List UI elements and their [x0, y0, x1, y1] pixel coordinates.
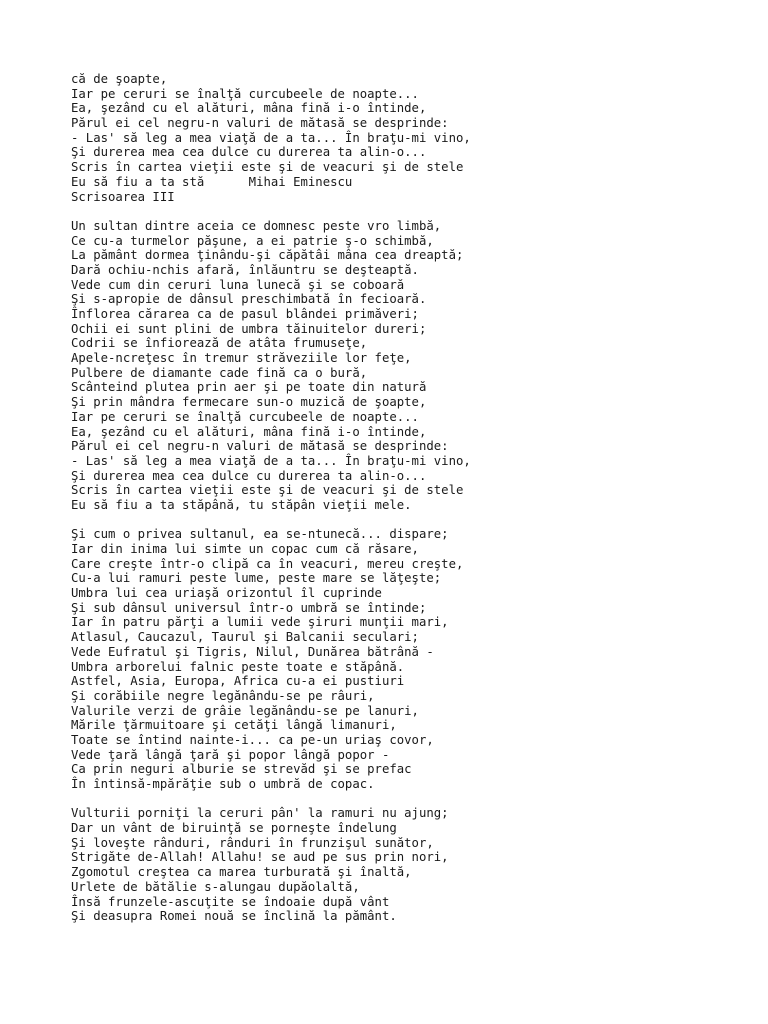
poem-line: Şi prin mândra fermecare sun-o muzică de şoapte, [71, 395, 427, 410]
poem-line: Urlete de bătălie s-alungau dupăolaltă, [71, 879, 360, 894]
poem-line: Umbra lui cea uriaşă orizontul îl cuprinde [71, 586, 382, 601]
poem-line: Valurile verzi de grâie legănându-se pe lanuri, [71, 703, 419, 718]
poem-line: Vulturii porniţi la ceruri pân' la ramuri nu ajung; [71, 806, 449, 821]
stanza [71, 219, 751, 513]
poem-line: Mările ţărmuitoare şi cetăţi lângă limanuri, [71, 718, 397, 733]
poem-text [71, 72, 751, 939]
poem-line: Şi cum o privea sultanul, ea se-ntunecă... dispare; [71, 527, 449, 542]
poem-line: - Las' să leg a mea viaţă de a ta... În braţu-mi vino, [71, 130, 471, 145]
poem-line: Scânteind plutea prin aer şi pe toate din natură [71, 380, 427, 395]
poem-line: - Las' să leg a mea viaţă de a ta... În braţu-mi vino, [71, 453, 471, 468]
poem-line: Iar pe ceruri se înalţă curcubeele de noapte... [71, 409, 419, 424]
poem-line: Ce cu-a turmelor păşune, a ei patrie ş-o schimbă, [71, 233, 434, 248]
poem-line: Părul ei cel negru-n valuri de mătasă se desprinde: [71, 439, 449, 454]
poem-line: Astfel, Asia, Europa, Africa cu-a ei pustiuri [71, 674, 405, 689]
poem-line: Eu să fiu a ta stăpână, tu stăpân vieţii mele. [71, 497, 412, 512]
poem-line: Şi deasupra Romei nouă se înclină la pământ. [71, 909, 397, 924]
poem-line: Toate se întind nainte-i... ca pe-un uriaş covor, [71, 732, 434, 747]
poem-line: La pământ dormea ţinându-şi căpătâi mâna cea dreaptă; [71, 248, 464, 263]
poem-line: Ea, şezând cu el alături, mâna fină i-o întinde, [71, 424, 427, 439]
poem-line: Cu-a lui ramuri peste lume, peste mare se lăţeşte; [71, 571, 442, 586]
poem-line: Eu să fiu a ta stă Mihai Eminescu [71, 174, 353, 189]
poem-line: Scris în cartea vieţii este şi de veacuri şi de stele [71, 160, 464, 175]
poem-line: Vede Eufratul şi Tigris, Nilul, Dunărea bătrână - [71, 644, 434, 659]
stanza [71, 806, 751, 924]
poem-line: Iar pe ceruri se înalţă curcubeele de noapte... [71, 86, 419, 101]
poem-line: Părul ei cel negru-n valuri de mătasă se desprinde: [71, 116, 449, 131]
poem-line: Care creşte într-o clipă ca în veacuri, mereu creşte, [71, 556, 464, 571]
poem-line: Dar un vânt de biruinţă se porneşte îndelung [71, 821, 397, 836]
poem-line: Însă frunzele-ascuţite se îndoaie după vânt [71, 894, 390, 909]
poem-line: Iar în patru părţi a lumii vede şiruri munţii mari, [71, 615, 449, 630]
poem-line: Zgomotul creştea ca marea turburată şi înaltă, [71, 865, 412, 880]
poem-line: Ochii ei sunt plini de umbra tăinuitelor dureri; [71, 321, 427, 336]
poem-line: Vede cum din ceruri luna lunecă şi se coboară [71, 277, 405, 292]
poem-line: Atlasul, Caucazul, Taurul şi Balcanii seculari; [71, 630, 419, 645]
poem-line: Scrisoarea III [71, 189, 175, 204]
poem-line: În întinsă-mpărăţie sub o umbră de copac. [71, 777, 375, 791]
poem-line: Vede ţară lângă ţară şi popor lângă popor - [71, 747, 390, 762]
poem-line: Şi loveşte rânduri, rânduri în frunzişul sunător, [71, 835, 434, 850]
poem-line: Umbra arborelui falnic peste toate e stăpână. [71, 659, 405, 674]
poem-line: Şi corăbiile negre legănându-se pe râuri, [71, 688, 375, 703]
poem-line: Înflorea cărarea ca de pasul blândei primăveri; [71, 307, 419, 321]
poem-line: Şi sub dânsul universul într-o umbră se întinde; [71, 600, 427, 615]
poem-line: Ea, şezând cu el alături, mâna fină i-o întinde, [71, 101, 427, 116]
poem-line: Un sultan dintre aceia ce domnesc peste vro limbă, [71, 218, 442, 233]
poem-line: Codrii se înfiorează de atâta frumuseţe, [71, 336, 368, 351]
poem-line: Apele-ncreţesc în tremur străveziile lor feţe, [71, 351, 412, 366]
poem-line: Strigăte de-Allah! Allahu! se aud pe sus prin nori, [71, 850, 449, 865]
poem-line: Pulbere de diamante cade fină ca o bură, [71, 365, 368, 380]
poem-line: Şi durerea mea cea dulce cu durerea ta alin-o... [71, 145, 427, 160]
poem-line: Ca prin neguri alburie se strevăd şi se prefac [71, 762, 412, 777]
poem-line: Scris în cartea vieţii este şi de veacuri şi de stele [71, 483, 464, 498]
poem-line: că de şoapte, [71, 72, 168, 86]
stanza [71, 527, 751, 791]
stanza [71, 72, 751, 204]
poem-line: Şi s-apropie de dânsul preschimbată în fecioară. [71, 292, 427, 307]
poem-line: Iar din inima lui simte un copac cum că răsare, [71, 542, 419, 556]
poem-line: Dară ochiu-nchis afară, înlăuntru se deşteaptă. [71, 262, 419, 277]
poem-line: Şi durerea mea cea dulce cu durerea ta alin-o... [71, 468, 427, 483]
